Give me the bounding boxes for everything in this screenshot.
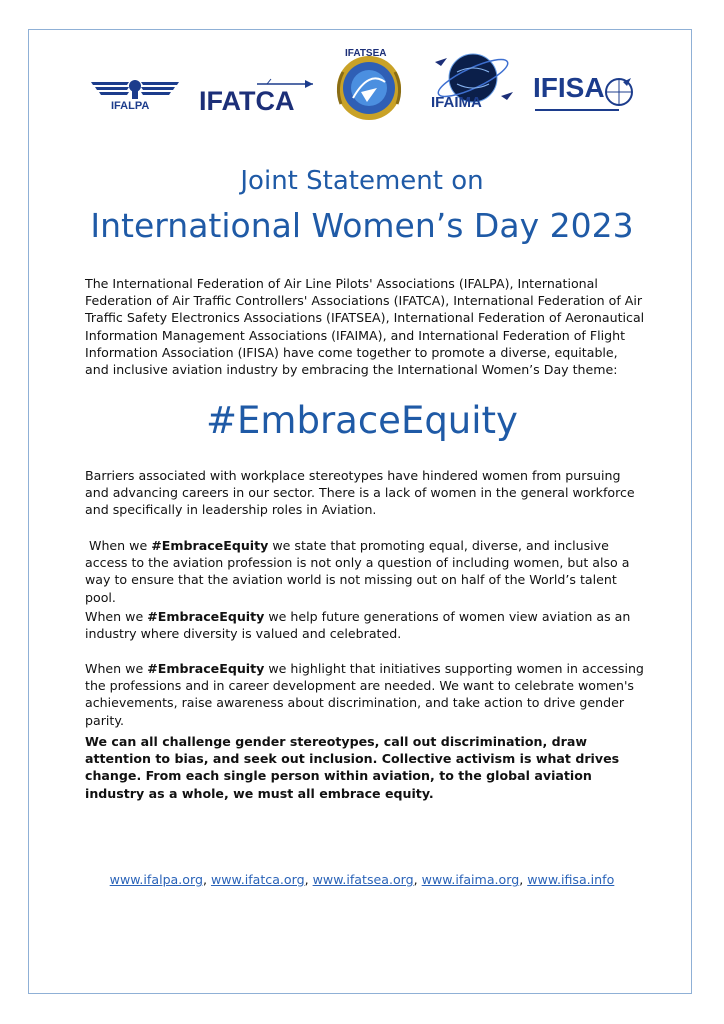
link-separator: , <box>519 872 528 887</box>
ifatca-logo <box>197 78 319 118</box>
ifaima-logo-text: IFAIMA <box>431 94 482 111</box>
paragraph-equal-access <box>85 537 645 606</box>
logo-bar <box>85 42 645 122</box>
ifisa-globe-icon <box>601 74 637 110</box>
paragraph-body-text: we highlight that initiatives supporting women in accessing the professions and in career development are needed. We want to celebrate women's achievements, raise awareness about discrimination, and take action to drive gender parity. <box>85 661 644 728</box>
link-separator: , <box>304 872 313 887</box>
link-ifatsea[interactable]: www.ifatsea.org <box>312 872 414 887</box>
closing-statement: We can all challenge gender stereotypes, call out discrimination, draw attention to bias, and seek out inclusion. Collective activism is what drives change. From each single person within aviation, to the global aviation industry as a whole, we must all embrace equity. <box>85 734 620 801</box>
paragraph-future-generations <box>85 608 645 642</box>
paragraph-initiatives <box>85 660 645 729</box>
ifatsea-logo <box>331 48 407 122</box>
hashtag-heading: #EmbraceEquity <box>206 399 518 442</box>
link-separator: , <box>413 872 422 887</box>
ifisa-logo <box>531 72 635 116</box>
ifaima-logo <box>427 46 519 122</box>
ifisa-tagline-strip <box>535 108 619 112</box>
paragraph-lead-text: When we <box>85 609 148 624</box>
ifatsea-emblem-icon <box>331 48 407 122</box>
footer-links <box>0 872 724 887</box>
link-ifalpa[interactable]: www.ifalpa.org <box>109 872 203 887</box>
hashtag-inline: #EmbraceEquity <box>147 661 265 676</box>
paragraph-body-text: we state that promoting equal, diverse, and inclusive access to the aviation profession is not only a question of including women, but also a way to ensure that the aviation world is not missing out on half of the World’s talent pool. <box>85 538 630 605</box>
ifalpa-logo <box>89 76 181 116</box>
page-title: International Women’s Day 2023 <box>90 206 634 245</box>
hashtag-inline: #EmbraceEquity <box>147 609 265 624</box>
link-separator: , <box>202 872 211 887</box>
paragraph-lead-text: When we <box>89 538 152 553</box>
paragraph-body-text: we help future generations of women view aviation as an industry where diversity is valued and celebrated. <box>85 609 631 642</box>
intro-paragraph: The International Federation of Air Line Pilots' Associations (IFALPA), International Federation of Air Traffic Controllers' Associations (IFATCA), International Federation of Air Traffic Safety Electronics Associations (IFATSEA), International Federation of Aeronautical Information Management Associations (IFAIMA), and International Federation of Flight Information Association (IFISA) have come together to promote a diverse, equitable, and inclusive aviation industry by embracing the International Women’s Day theme: <box>85 276 645 378</box>
paragraph-lead-text: When we <box>85 661 148 676</box>
hashtag-inline: #EmbraceEquity <box>151 538 269 553</box>
link-ifaima[interactable]: www.ifaima.org <box>421 872 520 887</box>
ifatca-logo-text: IFATCA <box>199 86 295 116</box>
ifisa-logo-text: IFISA <box>533 72 605 103</box>
link-ifatca[interactable]: www.ifatca.org <box>210 872 305 887</box>
link-ifisa[interactable]: www.ifisa.info <box>527 872 615 887</box>
ifatsea-logo-text: IFATSEA <box>345 48 387 59</box>
title-line-1: Joint Statement on <box>240 166 484 196</box>
ifalpa-logo-text: IFALPA <box>111 100 150 112</box>
paragraph-barriers: Barriers associated with workplace stereotypes have hindered women from pursuing and advancing careers in our sector. There is a lack of women in the general workforce and specifically in leadership roles in Aviation. <box>85 468 635 518</box>
